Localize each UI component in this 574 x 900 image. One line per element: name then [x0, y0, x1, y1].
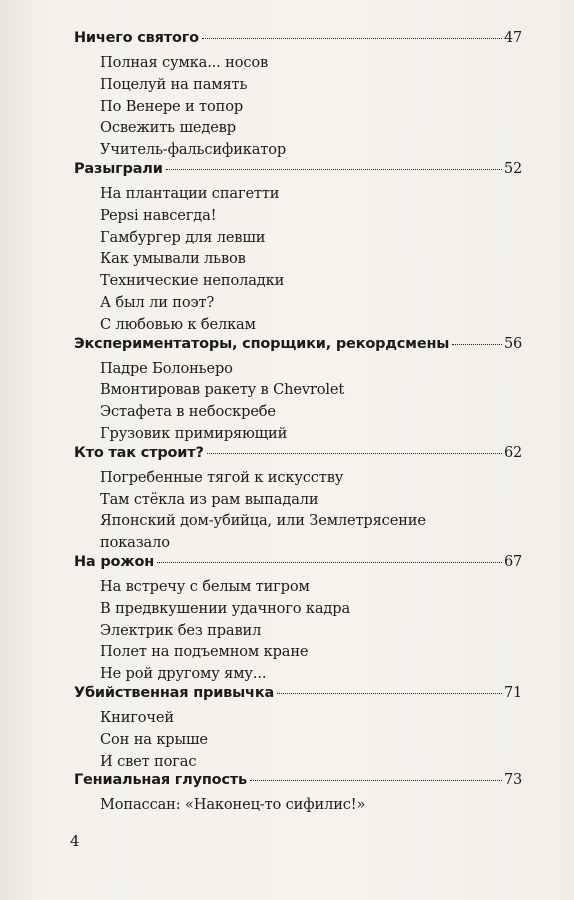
- toc-section-heading: [74, 30, 522, 52]
- page-number: 4: [70, 832, 80, 850]
- toc-entry: Полная сумка... носов: [100, 54, 269, 71]
- toc-entry: Учитель-фальсификатор: [100, 141, 287, 159]
- toc-entry: Полет на подъемном кране: [100, 643, 309, 661]
- dot-leader: [250, 780, 502, 781]
- section-page-number: 62: [503, 444, 522, 461]
- toc-entry: Сон на крыше: [100, 730, 208, 748]
- dot-leader: [207, 453, 502, 454]
- toc-entry: Технические неполадки: [100, 272, 285, 290]
- toc-entry: Как умывали львов: [100, 250, 246, 268]
- section-title: Разыграли: [74, 160, 163, 177]
- toc-entry: Вмонтировав ракету в Chevrolet: [100, 381, 345, 399]
- toc-entry: Pepsi навсегда!: [100, 206, 217, 224]
- section-page-number: 56: [503, 335, 522, 352]
- toc-entry: Падре Болоньеро: [100, 359, 233, 377]
- dot-leader: [157, 562, 502, 563]
- toc-entry: На встречу с белым тигром: [100, 577, 310, 595]
- section-title: Ничего святого: [74, 30, 199, 46]
- toc-entry: С любовью к белкам: [100, 315, 256, 333]
- section-title: Кто так строит?: [74, 444, 204, 461]
- toc-entry: Эстафета в небоскребе: [100, 403, 276, 421]
- toc-entry: А был ли поэт?: [100, 293, 215, 311]
- toc-section-heading: [74, 336, 522, 358]
- toc-section-heading: [74, 685, 522, 707]
- section-page-number: 67: [503, 553, 522, 570]
- toc-entry: И свет погас: [100, 752, 197, 770]
- table-of-contents: [74, 30, 522, 816]
- dot-leader: [166, 169, 502, 170]
- toc-section-heading: [74, 554, 522, 576]
- toc-entry: На плантации спагетти: [100, 184, 280, 202]
- toc-entry: Там стёкла из рам выпадали: [100, 490, 319, 508]
- toc-section-heading: [74, 161, 522, 183]
- section-title: Гениальная глупость: [74, 772, 247, 789]
- toc-entry: Погребенные тягой к искусству: [100, 468, 344, 486]
- toc-section-heading: [74, 445, 522, 467]
- toc-section-heading: [74, 772, 522, 794]
- section-page-number: 73: [503, 772, 522, 789]
- section-title: На рожон: [74, 553, 155, 570]
- dot-leader: [277, 693, 502, 694]
- section-page-number: 71: [503, 684, 522, 701]
- dot-leader: [452, 344, 502, 345]
- toc-entry: Поцелуй на память: [100, 75, 248, 93]
- section-title: Экспериментаторы, спорщики, рекордсмены: [74, 335, 450, 352]
- toc-entry: Мопассан: «Наконец-то сифилис!»: [100, 796, 366, 814]
- toc-entry: Электрик без правил: [100, 621, 262, 639]
- toc-entry: Книгочей: [100, 708, 174, 726]
- toc-entry: Освежить шедевр: [100, 119, 236, 137]
- dot-leader: [202, 38, 502, 39]
- section-title: Убийственная привычка: [74, 684, 275, 701]
- toc-entry: показало: [100, 534, 170, 552]
- section-page-number: 47: [503, 30, 522, 46]
- toc-entry: Грузовик примиряющий: [100, 424, 288, 442]
- toc-entry: Гамбургер для левши: [100, 228, 266, 246]
- toc-entry: Японский дом-убийца, или Землетрясение: [100, 512, 426, 530]
- toc-entry: По Венере и топор: [100, 97, 244, 115]
- section-page-number: 52: [503, 160, 522, 177]
- toc-entry: Не рой другому яму...: [100, 665, 267, 683]
- toc-entry: В предвкушении удачного кадра: [100, 599, 351, 617]
